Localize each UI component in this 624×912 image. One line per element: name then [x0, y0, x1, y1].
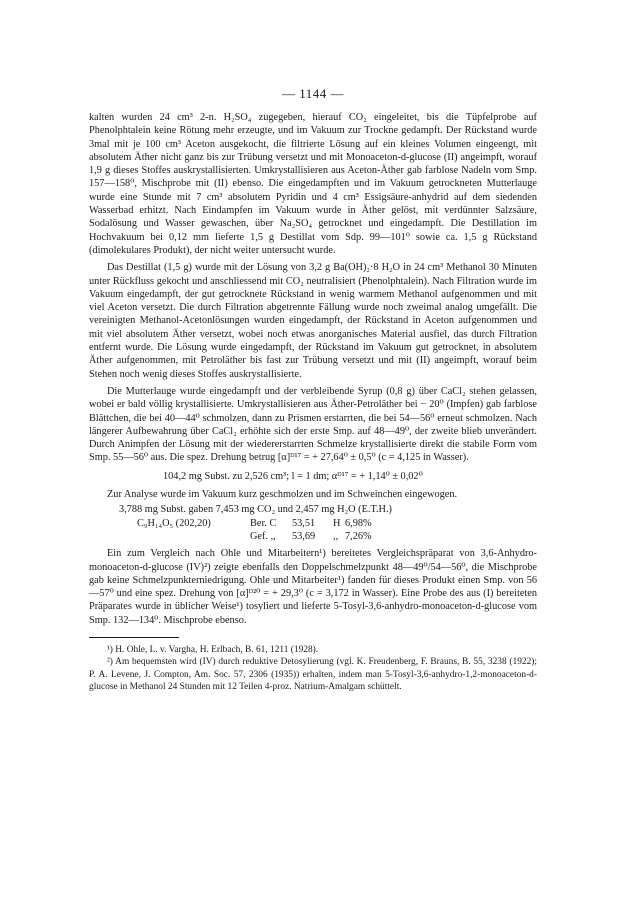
paragraph-1: kalten wurden 24 cm³ 2-n. H₂SO₄ zugegeben, hierauf CO₂ eingeleitet, bis die Tüpfelprobe auf Phenolphtalein keine Rötung mehr erzeugte, und im Vakuum zur Trockne gedampft. Der Rückstand wurde 3mal mit je 100 cm³ Aceton ausgekocht, die filtrierte Lösung auf ein kleines Volumen eingeengt, mit absolutem Äther nicht ganz bis zur Trübung versetzt und mit Monoaceton-d-glucose (II) angeimpft, worauf 1,9 g dieses Stoffes auskrystallisierten. Umkrystallisieren aus Aceton-Äther gab farblose Nadeln vom Smp. 157—158⁰, Mischprobe mit (II) ebenso. Die eingedampften und im Vakuum getrockneten Mutterlauge wurde eine Stunde mit 7 cm³ absolutem Pyridin und 4 cm³ Essigsäure-anhydrid auf dem siedenden Wasserbad erhitzt. Nach Eindampfen im Vakuum wurde in Äther gelöst, mit verdünnter Salzsäure, Sodalösung und Wasser gewaschen, über Na₂SO₄ getrocknet und eingedampft. Die Destillation im Hochvakuum bei 0,12 mm lieferte 1,5 g Destillat vom Sdp. 99—101⁰ sowie ca. 1,5 g Rückstand (dimolekulares Produkt), der nicht weiter untersucht wurde. [89, 112, 537, 256]
page-content [89, 86, 537, 693]
analysis-block [89, 503, 537, 543]
analysis-row-1 [89, 503, 537, 516]
analysis-formula: C₉H₁₄O₅ (202,20) [137, 517, 211, 529]
footnotes [89, 644, 537, 693]
page-number: — 1144 — [281, 86, 345, 101]
gef-h-label: ,, [333, 530, 339, 542]
footnote-2: ²) Am bequemsten wird (IV) durch reduktive Detosylierung (vgl. K. Freudenberg, F. Brauns, B. 55, 3238 (1922); P. A. Levene, J. Compton, Am. Soc. 57, 2306 (1935)) erhalten, indem man 5-Tosyl-3,6-anhydro-1,2-monoaceton-d-glucose in Methanol 24 Stunden mit 12 Teilen 4-proz. Natrium-Amalgam schüttelt. [89, 657, 537, 692]
gef-h-value: 7,26% [345, 530, 372, 542]
analysis-intro: Zur Analyse wurde im Vakuum kurz geschmolzen und im Schweinchen eingewogen. [107, 489, 458, 501]
ber-h-label: H [333, 517, 341, 529]
ber-label: Ber. C [250, 517, 277, 529]
paragraph-2: Das Destillat (1,5 g) wurde mit der Lösung von 3,2 g Ba(OH)₂·8 H₂O in 24 cm³ Methanol 30 Minuten unter Rückfluss gekocht und anschliessend mit CO₂ neutralisiert (Phenolphtalein). Nach Filtration wurde im Vakuum eingedampft, der gut getrocknete Rückstand in wenig warmem Methanol aufgenommen und mit viel Aceton versetzt. Die durch Filtration abgetrennte Fällung wurde noch zweimal analog umgefällt. Die vereinigten Methanol-Acetonlösungen wurden eingedampft, der Rückstand in Aceton aufgenommen und mit viel absolutem Äther versetzt, wobei noch etwas anorganisches Material ausfiel, das durch Filtration entfernt wurde. Die Lösung wurde eingedampft, der Rückstand im Vakuum gut getrocknet, in absolutem Äther aufgenommen, mit Petroläther bis fast zur Trübung versetzt und mit (II) angeimpft, worauf beim Stehen noch wenig dieses Stoffes auskrystallisierte. [89, 262, 537, 380]
footnote-1: ¹) H. Ohle, L. v. Vargha, H. Erlbach, B. 61, 1211 (1928). [107, 644, 319, 655]
ber-c-value: 53,51 [292, 517, 316, 529]
gef-c-value: 53,69 [292, 530, 316, 542]
footnote-divider [89, 637, 179, 638]
analysis-row-2 [89, 517, 537, 530]
paragraph-4: Ein zum Vergleich nach Ohle und Mitarbeitern¹) bereitetes Vergleichspräparat von 3,6-Anhydro-monoaceton-d-glucose (IV)²) zeigte ebenfalls den Doppelschmelzpunkt 48—49⁰/54—56⁰, die Mischprobe gab keine Schmelzpunkterniedrigung. Ohle und Mitarbeiter¹) fanden für dieses Produkt einen Smp. von 56—57⁰ und eine spez. Drehung von [α]ᴰ²⁰ = + 29,3⁰ (c = 3,172 in Wasser). Eine Probe des aus (I) bereiteten Präparates wurde in üblicher Weise¹) tosyliert und lieferte 5-Tosyl-3,6-anhydro-monoaceton-d-glucose vom Smp. 132—134⁰. Mischprobe ebenso. [89, 548, 537, 626]
analysis-row-3 [89, 530, 537, 543]
gef-label: Gef. ,, [250, 530, 276, 542]
ber-h-value: 6,98% [345, 517, 372, 529]
rotation-measurement: 104,2 mg Subst. zu 2,526 cm³; l = 1 dm; αᴰ¹⁷ = + 1,14⁰ ± 0,02⁰ [163, 470, 423, 482]
analysis-measurement: 3,788 mg Subst. gaben 7,453 mg CO₂ und 2,457 mg H₂O (E.T.H.) [119, 504, 392, 516]
paragraph-3: Die Mutterlauge wurde eingedampft und der verbleibende Syrup (0,8 g) über CaCl₂ stehen gelassen, wobei er bald völlig krystallisierte. Umkrystallisieren aus Äther-Petroläther bei − 20⁰ (Impfen) gab farblose Blättchen, die bei 40—44⁰ schmolzen, dann zu Prismen erstarrten, die bei 54—56⁰ erneut schmolzen. Nach längerer Aufbewahrung über CaCl₂ erhöhte sich der erste Smp. auf 48—49⁰, der zweite blieb unverändert. Durch Animpfen der Lösung mit der wiedererstarrten Schmelze krystallisierte direkt die stabile Form vom Smp. 55—56⁰ aus. Die spez. Drehung betrug [α]ᴰ¹⁷ = + 27,64⁰ ± 0,5⁰ (c = 4,125 in Wasser). [89, 385, 537, 464]
